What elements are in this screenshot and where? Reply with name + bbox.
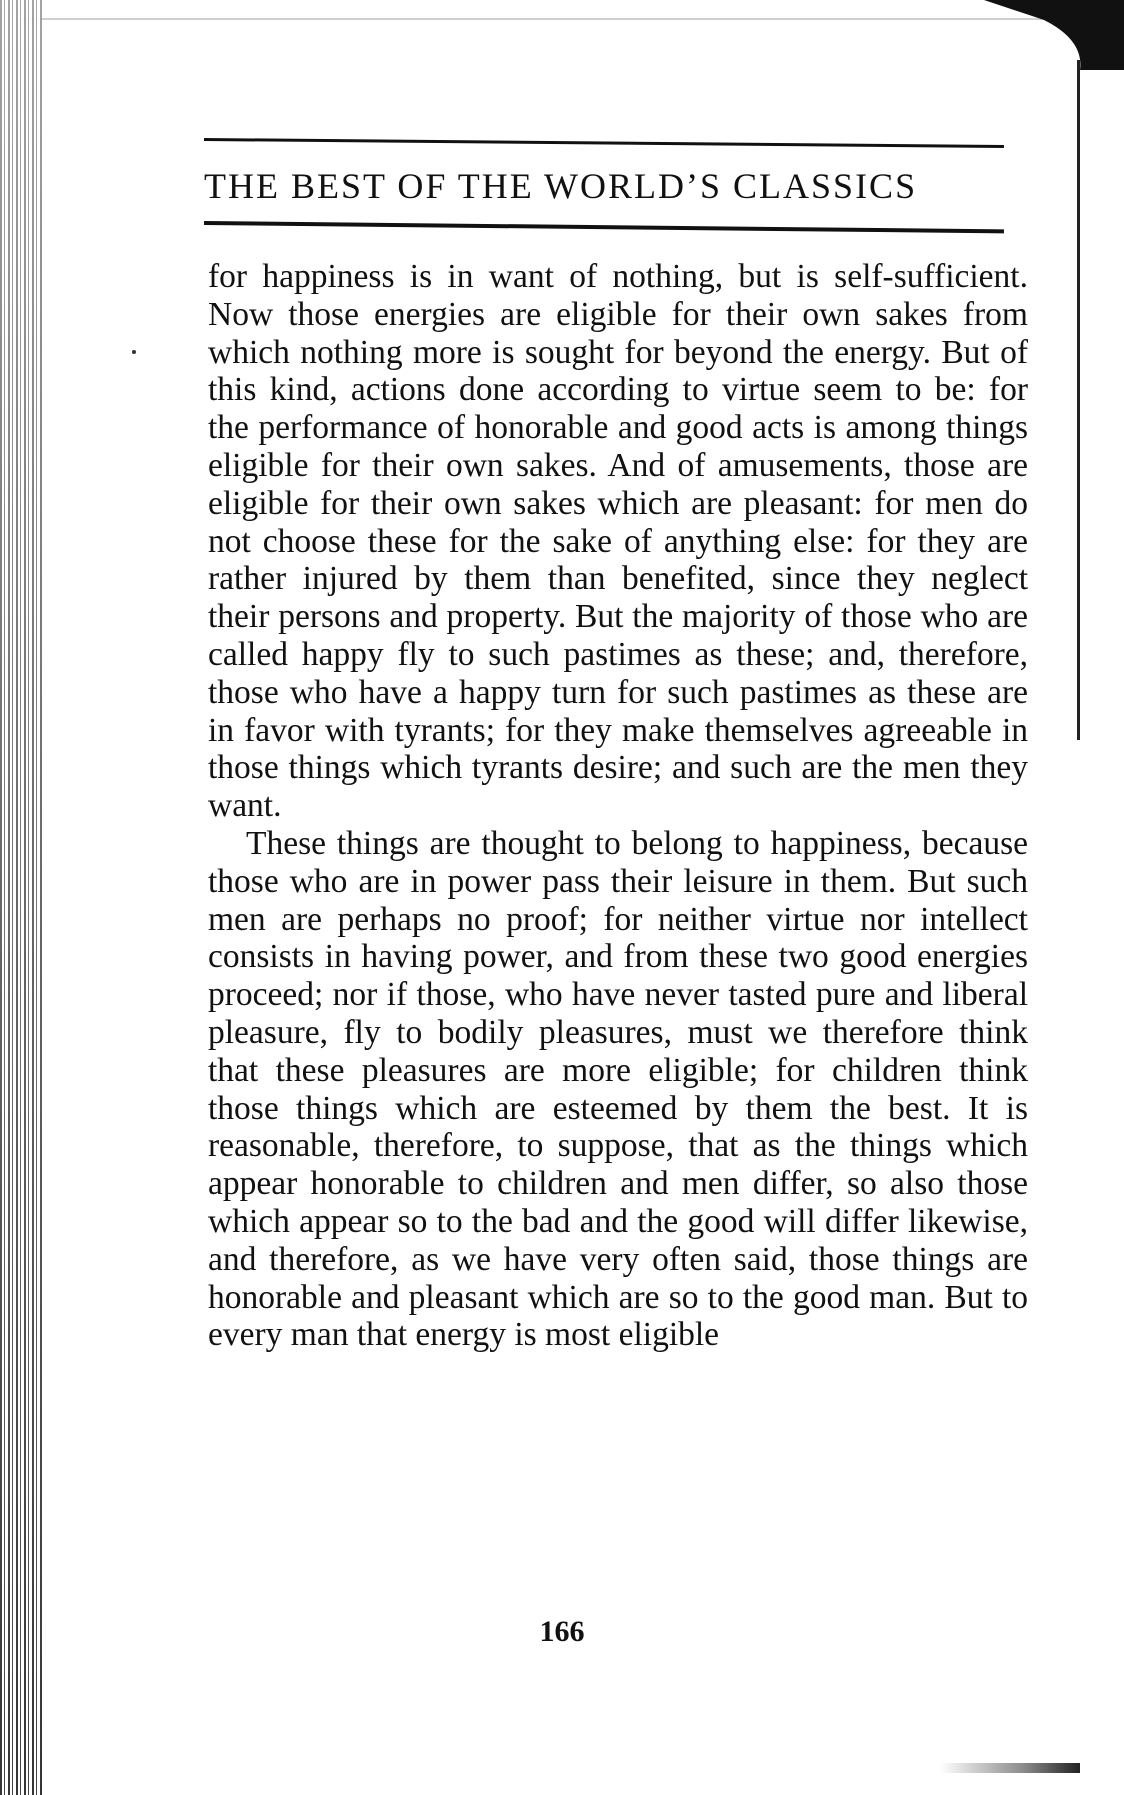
paragraph: These things are thought to belong to happiness, because those who are in power pass their leisure in them. But such men are perhaps no proof; for neither virtue nor intellect consists in having power, and from these two good energies proceed; nor if those, who have never tasted pure and liberal pleasure, fly to bodily pleasures, must we therefore think that these pleasures are more eligible; for children think those things which are esteemed by them the best. It is reasonable, therefore, to suppose, that as the things which appear honorable to children and men differ, so also those which appear so to the bad and the good will differ likewise, and therefore, as we have very often said, those things are honorable and pleasant which are so to the good man. But to every man that energy is most eligible [208, 824, 1028, 1354]
scan-top-edge [20, 18, 1080, 20]
paragraph: for happiness is in want of nothing, but is self-sufficient. Now those energies are eligible for their own sakes from which nothing more is sought for beyond the energy. But of this kind, actions done according to virtue seem to be: for the performance of honorable and good acts is among things eligible for their own sakes. And of amusements, those are eligible for their own sakes which are pleasant: for men do not choose these for the sake of anything else: for they are rather injured by them than benefited, since they neglect their persons and property. But the majority of those who are called happy fly to such pastimes as these; and, therefore, those who have a happy turn for such pastimes as these are in favor with tyrants; for they make themselves agreeable in those things which tyrants desire; and such are the men they want. [208, 258, 1028, 825]
header-rule-top [204, 138, 1004, 148]
header-rule-bottom [204, 221, 1004, 233]
page-corner-shadow [984, 0, 1124, 70]
page-right-edge [1077, 60, 1080, 740]
running-head-title: THE BEST OF THE WORLD’S CLASSICS [204, 166, 918, 206]
body-text [208, 258, 1028, 1354]
scan-bottom-smudge [940, 1763, 1080, 1773]
scan-left-edge-fade [0, 0, 42, 1795]
running-header [204, 138, 1024, 225]
margin-mark [132, 350, 136, 354]
page-number: 166 [539, 1615, 585, 1648]
